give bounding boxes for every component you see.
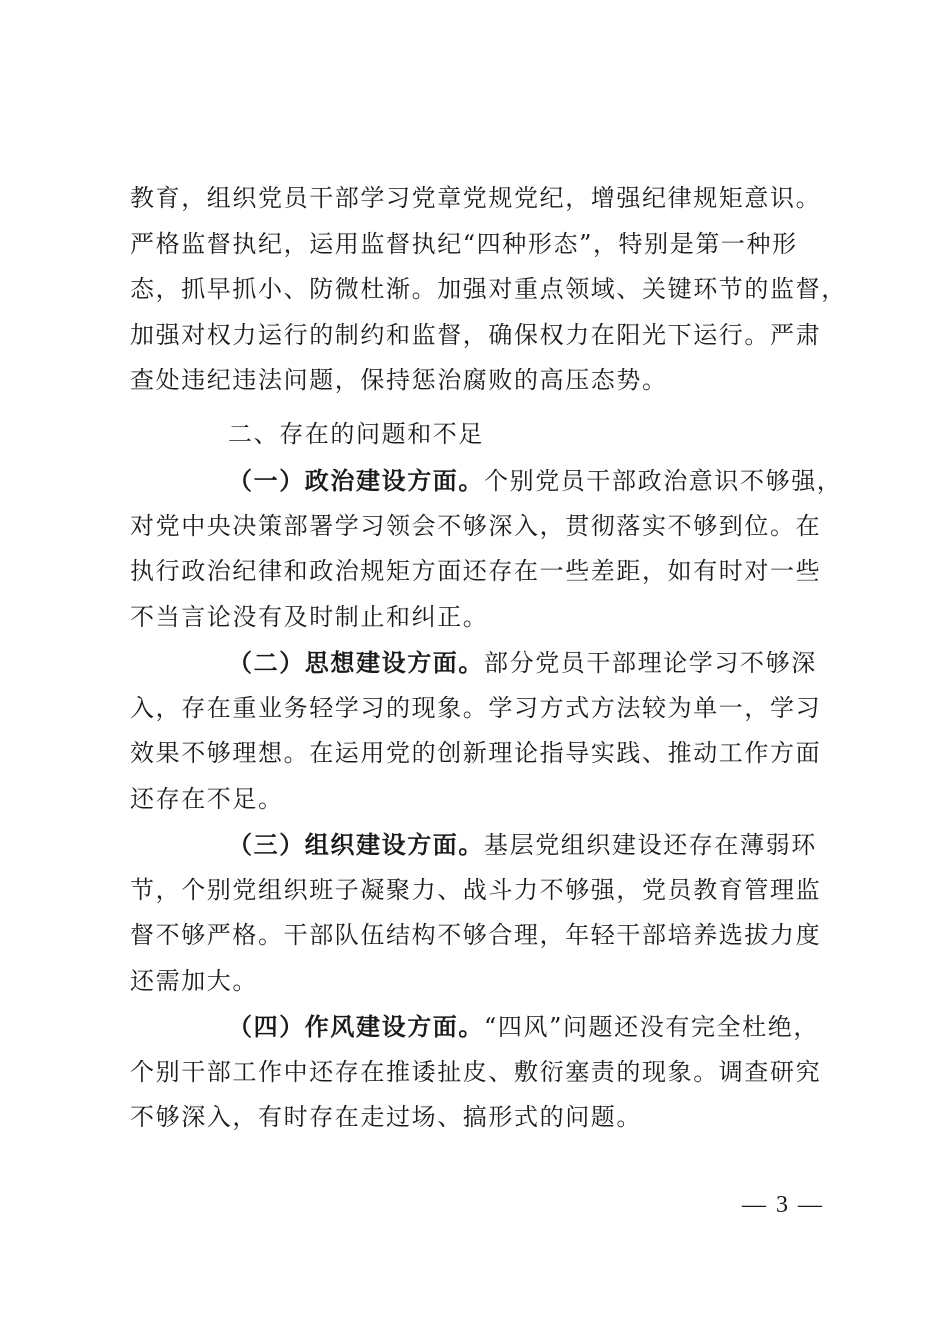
subsection-text: 部分党员干部理论学习不够深 bbox=[484, 649, 817, 677]
text-line: 对党中央决策部署学习领会不够深入，贯彻落实不够到位。在 bbox=[130, 511, 822, 540]
text-line: 加强对权力运行的制约和监督，确保权力在阳光下运行。严肃 bbox=[130, 320, 822, 349]
text-line: 不当言论没有及时制止和纠正。 bbox=[130, 602, 489, 631]
subsection-title: （一）政治建设方面。 bbox=[228, 466, 484, 495]
section-heading bbox=[130, 412, 830, 458]
subsection-first-line bbox=[130, 822, 830, 868]
text-line: 严格监督执纪，运用监督执纪“四种形态”，特别是第一种形 bbox=[130, 229, 798, 258]
subsection-text: 基层党组织建设还存在薄弱环 bbox=[484, 831, 817, 859]
subsection-first-line bbox=[130, 640, 830, 686]
subsection-title: （四）作风建设方面。 bbox=[228, 1012, 484, 1041]
text-line: 个别干部工作中还存在推诿扯皮、敷衍塞责的现象。调查研究 bbox=[130, 1057, 822, 1086]
text-line: 态，抓早抓小、防微杜渐。加强对重点领域、关键环节的监督， bbox=[130, 275, 847, 303]
text-line: 不够深入，有时存在走过场、搞形式的问题。 bbox=[130, 1103, 642, 1131]
subsection-title: （三）组织建设方面。 bbox=[228, 830, 484, 859]
page-number: — 3 — bbox=[742, 1192, 824, 1218]
section-heading-text: 二、存在的问题和不足 bbox=[228, 420, 484, 448]
text-line: 入，存在重业务轻学习的现象。学习方式方法较为单一，学习 bbox=[130, 693, 822, 722]
text-line: 还存在不足。 bbox=[130, 784, 284, 813]
subsection-text: “四风”问题还没有完全杜绝， bbox=[484, 1013, 819, 1041]
text-line: 教育，组织党员干部学习党章党规党纪，增强纪律规矩意识。 bbox=[130, 184, 822, 212]
text-line: 还需加大。 bbox=[130, 966, 258, 995]
text-line: 节，个别党组织班子凝聚力、战斗力不够强，党员教育管理监 bbox=[130, 875, 822, 904]
subsection-ideological bbox=[130, 640, 830, 822]
subsection-political bbox=[130, 458, 843, 640]
subsection-first-line bbox=[130, 1004, 830, 1050]
subsection-first-line bbox=[130, 458, 843, 504]
subsection-organizational bbox=[130, 822, 830, 1004]
subsection-work-style bbox=[130, 1004, 830, 1141]
subsection-title: （二）思想建设方面。 bbox=[228, 648, 484, 677]
continuation-paragraph bbox=[130, 176, 847, 404]
text-line: 督不够严格。干部队伍结构不够合理，年轻干部培养选拔力度 bbox=[130, 921, 822, 949]
text-line: 效果不够理想。在运用党的创新理论指导实践、推动工作方面 bbox=[130, 739, 822, 767]
text-line: 执行政治纪律和政治规矩方面还存在一些差距，如有时对一些 bbox=[130, 557, 822, 585]
subsection-text: 个别党员干部政治意识不够强， bbox=[484, 467, 843, 495]
text-line: 查处违纪违法问题，保持惩治腐败的高压态势。 bbox=[130, 366, 668, 394]
